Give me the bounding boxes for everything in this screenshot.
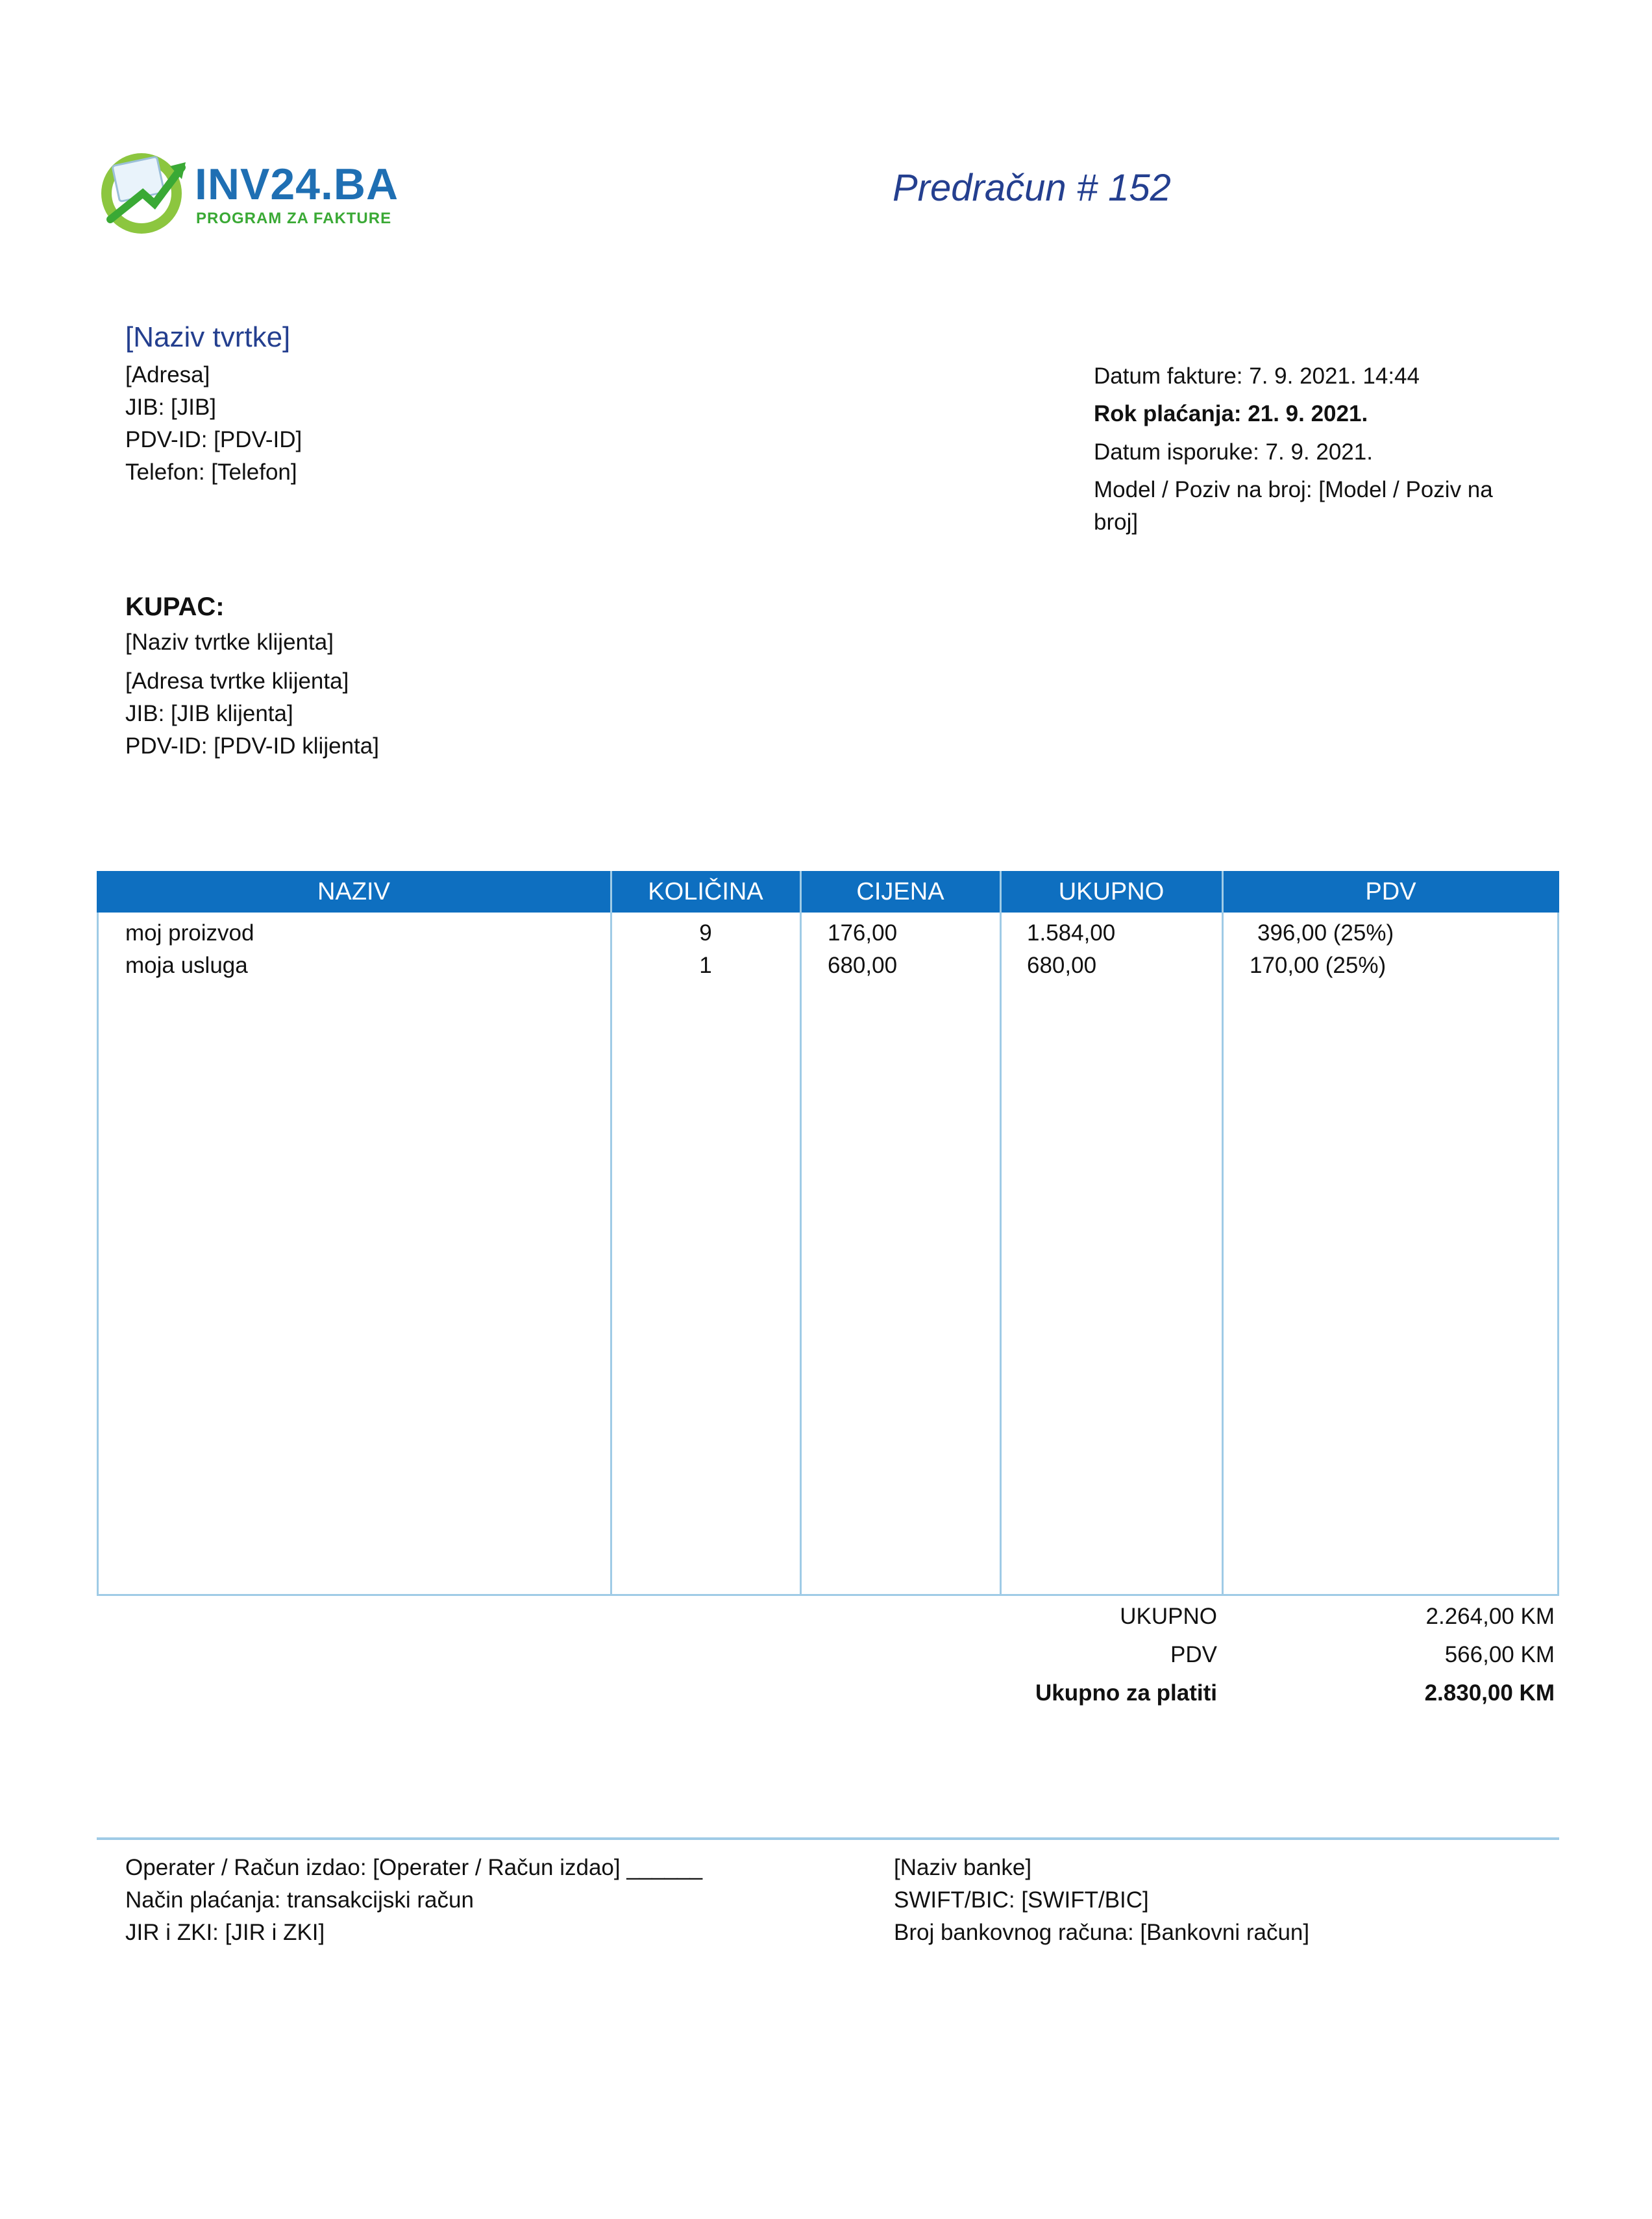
vat-value: 566,00 KM <box>1444 1642 1555 1667</box>
seller-name: [Naziv tvrtke] <box>125 321 291 353</box>
seller-jib: JIB: [JIB] <box>125 395 217 420</box>
row-1-pdv: 396,00 (25%) <box>1257 920 1394 946</box>
buyer-name: [Naziv tvrtke klijenta] <box>125 630 334 655</box>
footer-jir-zki: JIR i ZKI: [JIR i ZKI] <box>125 1920 325 1945</box>
due-date: Rok plaćanja: 21. 9. 2021. <box>1094 401 1368 426</box>
row-1-ukupno: 1.584,00 <box>1027 920 1116 946</box>
grand-total-value: 2.830,00 KM <box>1424 1680 1555 1706</box>
buyer-jib: JIB: [JIB klijenta] <box>125 701 293 726</box>
buyer-address: [Adresa tvrtke klijenta] <box>125 668 349 694</box>
row-2-ukupno: 680,00 <box>1027 953 1097 978</box>
document-title: Predračun # 152 <box>893 167 1171 209</box>
header-naziv: NAZIV <box>317 878 390 905</box>
grand-total-label: Ukupno za platiti <box>1035 1680 1217 1706</box>
model-reference-cont: broj] <box>1094 509 1139 535</box>
footer-operator: Operater / Račun izdao: [Operater / Račun izdao] ______ <box>125 1855 703 1880</box>
total-value: 2.264,00 KM <box>1425 1604 1555 1629</box>
header-pdv: PDV <box>1365 878 1416 905</box>
footer-bank-name: [Naziv banke] <box>894 1855 1032 1880</box>
column-divider <box>1000 871 1002 1596</box>
logo-tagline: PROGRAM ZA FAKTURE <box>196 210 392 227</box>
footer-payment-method: Način plaćanja: transakcijski račun <box>125 1887 474 1913</box>
footer-bank-account: Broj bankovnog računa: [Bankovni račun] <box>894 1920 1310 1945</box>
row-1-naziv: moj proizvod <box>125 920 254 946</box>
row-1-kolicina: 9 <box>699 920 712 946</box>
total-label: UKUPNO <box>1120 1604 1217 1629</box>
invoice-date: Datum fakture: 7. 9. 2021. 14:44 <box>1094 363 1420 389</box>
header-kolicina: KOLIČINA <box>648 878 763 905</box>
buyer-pdv-id: PDV-ID: [PDV-ID klijenta] <box>125 733 379 759</box>
vat-label: PDV <box>1170 1642 1217 1667</box>
row-2-pdv: 170,00 (25%) <box>1250 953 1387 978</box>
delivery-date: Datum isporuke: 7. 9. 2021. <box>1094 439 1373 465</box>
logo-brand: INV24.BA <box>195 160 399 209</box>
header-cijena: CIJENA <box>856 878 944 905</box>
footer-divider <box>97 1837 1559 1840</box>
seller-address: [Adresa] <box>125 362 210 387</box>
seller-phone: Telefon: [Telefon] <box>125 460 297 485</box>
row-1-cijena: 176,00 <box>828 920 898 946</box>
row-2-kolicina: 1 <box>699 953 712 978</box>
seller-pdv-id: PDV-ID: [PDV-ID] <box>125 427 302 452</box>
model-reference: Model / Poziv na broj: [Model / Poziv na <box>1094 477 1493 502</box>
column-divider <box>1222 871 1224 1596</box>
row-2-naziv: moja usluga <box>125 953 248 978</box>
buyer-heading: KUPAC: <box>125 593 225 621</box>
header-ukupno: UKUPNO <box>1058 878 1165 905</box>
footer-swift: SWIFT/BIC: [SWIFT/BIC] <box>894 1887 1149 1913</box>
row-2-cijena: 680,00 <box>828 953 898 978</box>
